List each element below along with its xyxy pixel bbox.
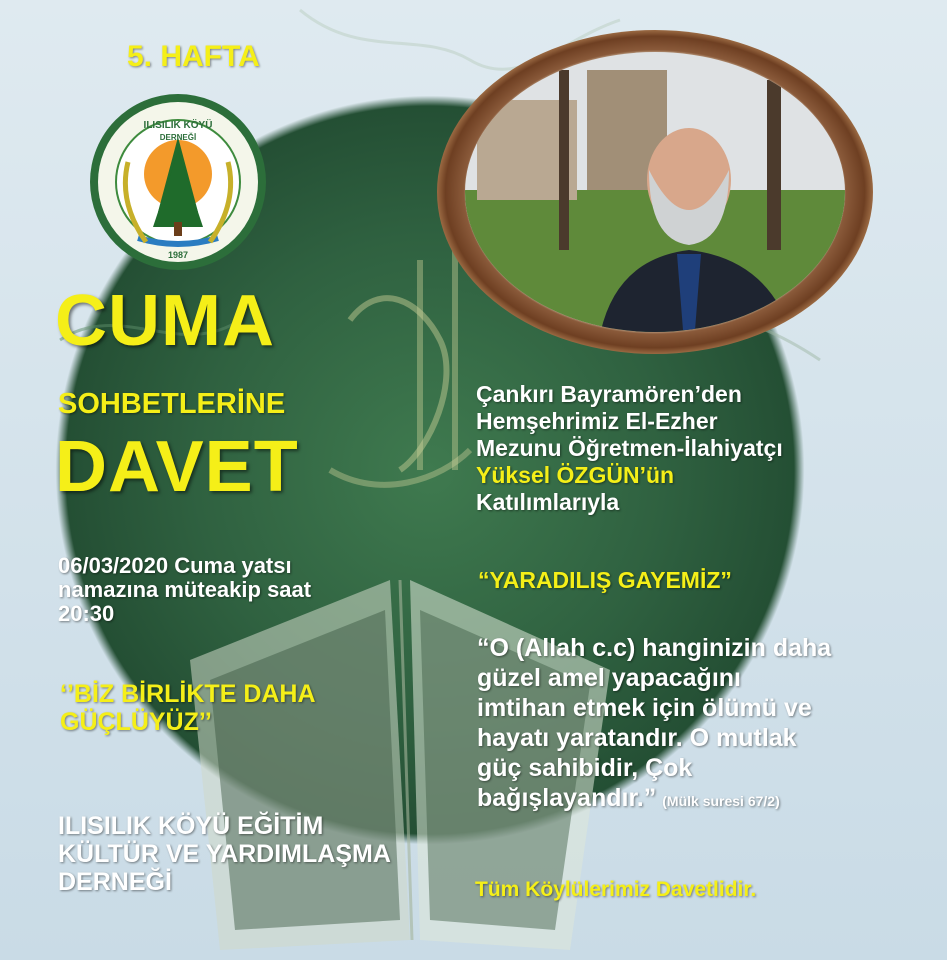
date-line: 20:30 (58, 601, 115, 626)
title-cuma: CUMA (55, 281, 275, 361)
quote-line: “O (Allah c.c) hanginizin daha (477, 634, 832, 662)
event-date-time (58, 554, 378, 626)
quote-line: imtihan etmek için ölümü ve (477, 694, 812, 722)
association-name (58, 812, 478, 896)
quote-line: güzel amel yapacağını (477, 664, 741, 692)
verse-reference: (Mülk suresi 67/2) (662, 793, 780, 809)
intro-line: Mezunu Öğretmen-İlahiyatçı (476, 435, 783, 461)
assoc-line: KÜLTÜR VE YARDIMLAŞMA (58, 840, 391, 868)
assoc-line: DERNEĞİ (58, 868, 172, 896)
date-line: 06/03/2020 Cuma yatsı (58, 553, 292, 578)
title-davet: DAVET (55, 427, 299, 507)
quote-line: bağışlayandır.” (477, 784, 657, 812)
intro-line: Katılımlarıyla (476, 489, 620, 515)
logo-ring-mid: DERNEĞİ (159, 133, 197, 142)
slogan-line: GÜÇLÜYÜZ’’ (60, 708, 212, 736)
talk-theme: “YARADILIŞ GAYEMİZ” (478, 567, 732, 593)
date-line: namazına müteakip saat (58, 577, 312, 602)
invitation-footer: Tüm Köylülerimiz Davetlidir. (475, 878, 757, 901)
quote-last-line (477, 783, 937, 816)
quote-line: hayatı yaratandır. O mutlak (477, 724, 797, 752)
intro-line: Çankırı Bayramören’den (476, 381, 742, 407)
week-label: 5. HAFTA (127, 40, 260, 73)
logo-year: 1987 (167, 250, 189, 260)
speaker-photo-frame (437, 30, 873, 354)
logo-emblem-icon (88, 92, 268, 272)
speaker-name: Yüksel ÖZGÜN’ün (476, 462, 675, 488)
title-sohbet: SOHBETLERİNE (58, 388, 286, 420)
logo-ring-top: ILISILIK KÖYÜ (143, 120, 213, 131)
slogan (60, 680, 380, 736)
intro-line: Hemşehrimiz El-Ezher (476, 408, 718, 434)
assoc-line: ILISILIK KÖYÜ EĞİTİM (58, 812, 324, 840)
quote-line: güç sahibidir, Çok (477, 754, 693, 782)
verse-quote (477, 633, 937, 816)
speaker-intro (476, 381, 926, 516)
slogan-line: ‘’BİZ BİRLİKTE DAHA (60, 680, 316, 708)
speaker-photo (437, 30, 873, 354)
